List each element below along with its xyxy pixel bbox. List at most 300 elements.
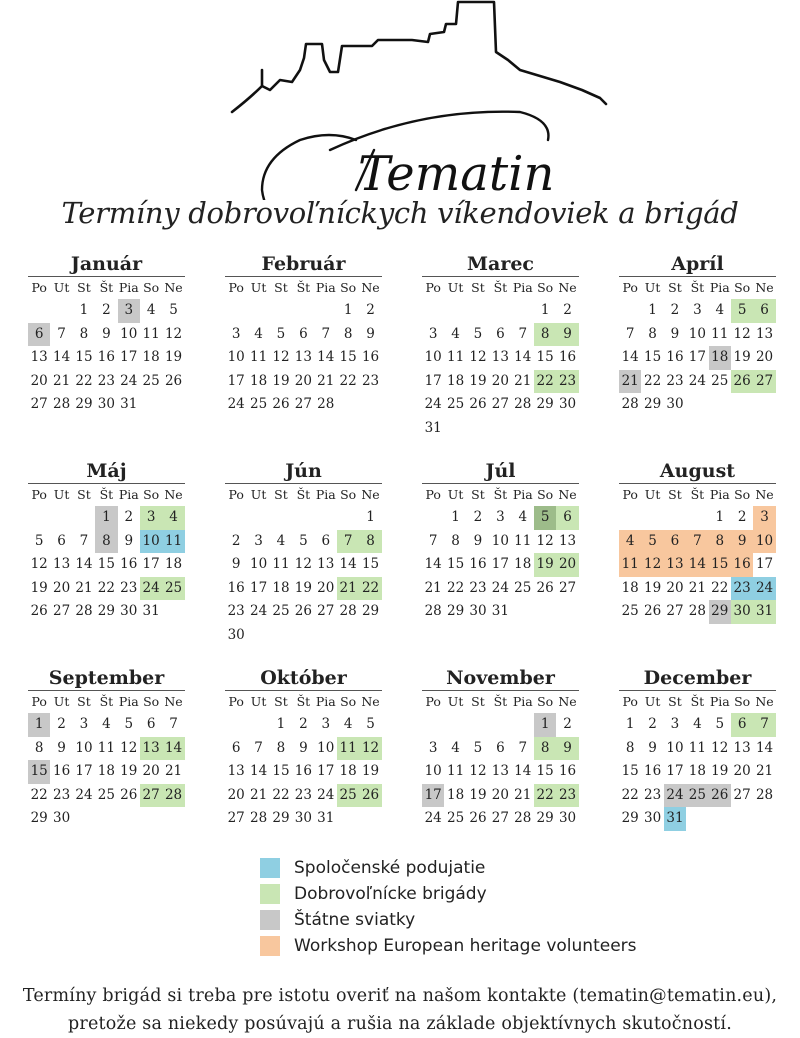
day-cell: 14 xyxy=(514,349,532,365)
day-cell: 5 xyxy=(473,739,483,756)
day-cell: 7 xyxy=(321,325,331,342)
legend-label: Spoločenské podujatie xyxy=(294,858,486,878)
day-cell: 16 xyxy=(558,349,577,365)
empty-cell xyxy=(73,506,95,530)
day-cell: 13 xyxy=(664,553,686,577)
day-cell: 17 xyxy=(491,556,509,572)
day-cell: 5 xyxy=(641,530,663,554)
day-cell: 1 xyxy=(715,509,725,525)
weekday-header: Po xyxy=(228,487,244,502)
weekday-header: Ut xyxy=(644,694,661,709)
day-cell: 28 xyxy=(162,784,184,808)
day-cell: 5 xyxy=(715,716,725,732)
empty-cell xyxy=(50,299,72,323)
empty-cell xyxy=(315,299,337,323)
day-cell: 23 xyxy=(666,372,684,389)
day-cell: 6 xyxy=(556,506,578,530)
day-cell: 2 xyxy=(299,716,308,732)
day-cell: 6 xyxy=(496,739,505,756)
day-cell: 16 xyxy=(52,763,71,779)
day-cell: 14 xyxy=(621,349,639,365)
weekday-header: Ne xyxy=(361,280,380,295)
day-cell: 13 xyxy=(491,349,509,365)
weekday-header: Ut xyxy=(447,694,464,709)
day-cell: 7 xyxy=(169,716,178,732)
empty-cell xyxy=(225,713,247,737)
day-cell: 21 xyxy=(514,786,532,803)
day-cell: 20 xyxy=(52,579,71,596)
day-cell: 21 xyxy=(688,579,706,596)
day-cell: 12 xyxy=(641,553,663,577)
day-cell: 22 xyxy=(97,579,115,596)
day-cell: 11 xyxy=(249,349,268,365)
empty-cell xyxy=(225,299,247,323)
day-cell: 22 xyxy=(272,786,290,803)
day-cell: 27 xyxy=(30,396,48,412)
day-cell: 18 xyxy=(446,786,465,803)
weekday-header: Po xyxy=(31,487,47,502)
day-cell: 8 xyxy=(276,739,286,756)
day-cell: 1 xyxy=(648,302,657,318)
day-cell: 17 xyxy=(688,349,706,365)
day-cell: 27 xyxy=(317,603,335,619)
day-cell: 3 xyxy=(428,739,438,756)
weekday-header: Pia xyxy=(315,280,336,295)
day-cell: 18 xyxy=(249,372,268,389)
weekday-header: Ne xyxy=(558,280,577,295)
day-cell: 24 xyxy=(424,396,442,412)
weekday-header: Pia xyxy=(315,487,336,502)
day-cell: 25 xyxy=(249,396,268,412)
day-cell: 9 xyxy=(648,739,657,756)
day-cell: 7 xyxy=(337,530,359,554)
legend-label: Dobrovoľnícke brigády xyxy=(294,884,487,904)
weekday-header: Št xyxy=(690,487,705,502)
day-cell: 12 xyxy=(120,739,138,756)
day-cell: 10 xyxy=(753,530,775,554)
day-cell: 1 xyxy=(79,302,89,318)
day-cell: 16 xyxy=(731,553,753,577)
empty-cell xyxy=(686,506,708,530)
day-cell: 6 xyxy=(496,325,505,342)
month-title: Marec xyxy=(466,253,534,275)
day-cell: 10 xyxy=(75,739,93,756)
day-cell: 22 xyxy=(534,370,556,394)
day-cell: 2 xyxy=(366,302,375,318)
day-cell: 24 xyxy=(491,579,509,596)
month-0 xyxy=(28,252,185,417)
legend-swatch xyxy=(260,884,280,904)
day-cell: 27 xyxy=(140,784,162,808)
day-cell: 29 xyxy=(75,396,93,412)
day-cell: 7 xyxy=(518,739,528,756)
day-cell: 4 xyxy=(343,716,353,732)
day-cell: 20 xyxy=(227,786,245,803)
empty-cell xyxy=(422,713,444,737)
weekday-header: Pia xyxy=(709,280,730,295)
day-cell: 19 xyxy=(469,372,487,389)
weekday-header: So xyxy=(143,694,160,709)
month-grid xyxy=(28,277,185,417)
day-cell: 19 xyxy=(733,349,751,365)
day-cell: 11 xyxy=(446,763,465,779)
weekday-header: Po xyxy=(622,487,638,502)
day-cell: 25 xyxy=(97,786,115,803)
month-grid xyxy=(422,277,579,440)
day-cell: 24 xyxy=(753,577,775,601)
day-cell: 3 xyxy=(140,506,162,530)
day-cell: 9 xyxy=(473,532,483,549)
weekday-header: Ut xyxy=(644,487,661,502)
day-cell: 14 xyxy=(162,737,184,761)
day-cell: 25 xyxy=(162,577,184,601)
weekday-header: Ut xyxy=(447,280,464,295)
weekday-header: St xyxy=(77,694,91,709)
day-cell: 3 xyxy=(254,532,263,549)
day-cell: 9 xyxy=(670,325,680,342)
day-cell: 22 xyxy=(621,786,639,803)
day-cell: 6 xyxy=(321,532,331,549)
empty-cell xyxy=(444,713,466,737)
day-cell: 18 xyxy=(446,372,465,389)
weekday-header: St xyxy=(471,487,485,502)
day-cell: 9 xyxy=(556,323,578,347)
day-cell: 4 xyxy=(715,302,725,318)
day-cell: 3 xyxy=(428,325,438,342)
legend xyxy=(260,855,637,959)
empty-cell xyxy=(292,506,314,530)
day-cell: 1 xyxy=(95,506,117,530)
day-cell: 13 xyxy=(558,532,577,549)
legend-swatch xyxy=(260,936,280,956)
day-cell: 12 xyxy=(469,763,487,779)
day-cell: 5 xyxy=(169,302,178,318)
weekday-header: So xyxy=(734,280,751,295)
day-cell: 6 xyxy=(664,530,686,554)
day-cell: 17 xyxy=(142,556,160,572)
day-cell: 15 xyxy=(536,763,554,779)
day-cell: 27 xyxy=(733,786,751,803)
day-cell: 15 xyxy=(339,349,357,365)
day-cell: 12 xyxy=(164,325,183,342)
day-cell: 9 xyxy=(124,532,134,549)
empty-cell xyxy=(512,299,534,323)
month-grid xyxy=(225,277,382,417)
day-cell: 14 xyxy=(686,553,708,577)
day-cell: 19 xyxy=(711,763,729,779)
day-cell: 8 xyxy=(625,739,635,756)
weekday-header: Pia xyxy=(118,280,139,295)
day-cell: 12 xyxy=(294,556,312,572)
day-cell: 10 xyxy=(666,739,684,756)
day-cell: 10 xyxy=(688,325,706,342)
day-cell: 5 xyxy=(34,532,44,549)
weekday-header: Pia xyxy=(512,280,533,295)
day-cell: 8 xyxy=(34,739,44,756)
weekday-header: Ne xyxy=(361,487,380,502)
weekday-header: Pia xyxy=(512,694,533,709)
day-cell: 8 xyxy=(451,532,460,549)
day-cell: 19 xyxy=(361,763,380,779)
day-cell: 1 xyxy=(625,716,635,732)
day-cell: 11 xyxy=(688,739,706,756)
castle-outline-icon xyxy=(232,2,606,112)
day-cell: 11 xyxy=(711,325,729,342)
day-cell: 29 xyxy=(446,603,465,619)
day-cell: 24 xyxy=(140,577,162,601)
day-cell: 29 xyxy=(30,810,48,826)
day-cell: 30 xyxy=(294,810,312,826)
day-cell: 6 xyxy=(731,713,753,737)
month-title: Jún xyxy=(285,460,322,482)
day-cell: 13 xyxy=(30,349,48,365)
day-cell: 27 xyxy=(558,579,577,596)
weekday-header: So xyxy=(143,487,160,502)
day-cell: 20 xyxy=(556,553,578,577)
month-11 xyxy=(619,666,776,831)
day-cell: 21 xyxy=(619,370,641,394)
weekday-header: Pia xyxy=(118,694,139,709)
day-cell: 26 xyxy=(359,784,381,808)
day-cell: 10 xyxy=(317,739,335,756)
day-cell: 12 xyxy=(359,737,381,761)
day-cell: 19 xyxy=(120,763,138,779)
month-9 xyxy=(225,666,382,831)
empty-cell xyxy=(422,506,444,530)
day-cell: 16 xyxy=(294,763,312,779)
day-cell: 23 xyxy=(294,786,312,803)
day-cell: 22 xyxy=(359,577,381,601)
weekday-header: Ne xyxy=(164,487,183,502)
weekday-header: So xyxy=(340,280,357,295)
day-cell: 8 xyxy=(648,325,657,342)
day-cell: 4 xyxy=(102,716,111,732)
month-10 xyxy=(422,666,579,831)
day-cell: 28 xyxy=(249,810,268,826)
day-cell: 23 xyxy=(97,372,115,389)
day-cell: 12 xyxy=(733,325,751,342)
day-cell: 20 xyxy=(491,372,509,389)
day-cell: 6 xyxy=(231,739,241,756)
day-cell: 22 xyxy=(446,579,465,596)
day-cell: 17 xyxy=(666,763,684,779)
day-cell: 15 xyxy=(446,556,465,572)
weekday-header: Pia xyxy=(118,487,139,502)
day-cell: 29 xyxy=(272,810,290,826)
day-cell: 15 xyxy=(536,349,554,365)
day-cell: 7 xyxy=(428,532,438,549)
weekday-header: Pia xyxy=(512,487,533,502)
day-cell: 25 xyxy=(142,372,160,389)
day-cell: 31 xyxy=(142,603,160,619)
day-cell: 7 xyxy=(57,325,66,342)
day-cell: 21 xyxy=(52,372,71,389)
day-cell: 16 xyxy=(666,349,684,365)
weekday-header: So xyxy=(537,280,554,295)
weekday-header: Ut xyxy=(250,280,267,295)
weekday-header: Ut xyxy=(644,280,661,295)
empty-cell xyxy=(225,506,247,530)
day-cell: 31 xyxy=(317,810,335,826)
day-cell: 22 xyxy=(75,372,93,389)
day-cell: 25 xyxy=(337,784,359,808)
weekday-header: Ne xyxy=(558,487,577,502)
weekday-header: Pia xyxy=(709,694,730,709)
day-cell: 3 xyxy=(670,716,680,732)
weekday-header: So xyxy=(537,694,554,709)
weekday-header: Po xyxy=(228,694,244,709)
day-cell: 19 xyxy=(272,372,290,389)
legend-item xyxy=(260,855,637,881)
weekday-header: Ne xyxy=(755,694,774,709)
day-cell: 6 xyxy=(753,299,775,323)
day-cell: 14 xyxy=(317,349,335,365)
day-cell: 9 xyxy=(231,556,241,572)
day-cell: 1 xyxy=(451,509,460,525)
weekday-header: Št xyxy=(296,694,311,709)
day-cell: 30 xyxy=(731,600,753,624)
day-cell: 25 xyxy=(711,372,729,389)
day-cell: 17 xyxy=(120,349,138,365)
weekday-header: Ut xyxy=(53,280,70,295)
day-cell: 28 xyxy=(514,810,532,826)
empty-cell xyxy=(619,506,641,530)
day-cell: 1 xyxy=(540,302,550,318)
day-cell: 16 xyxy=(469,556,487,572)
day-cell: 13 xyxy=(491,763,509,779)
weekday-header: So xyxy=(143,280,160,295)
day-cell: 25 xyxy=(446,396,465,412)
day-cell: 12 xyxy=(272,349,290,365)
day-cell: 5 xyxy=(366,716,375,732)
day-cell: 13 xyxy=(140,737,162,761)
month-title: Február xyxy=(261,253,346,275)
day-cell: 4 xyxy=(276,532,286,549)
day-cell: 30 xyxy=(666,396,684,412)
month-2 xyxy=(422,252,579,440)
empty-cell xyxy=(422,299,444,323)
month-4 xyxy=(28,459,185,624)
weekday-header: Ut xyxy=(250,487,267,502)
day-cell: 7 xyxy=(79,532,89,549)
day-cell: 16 xyxy=(361,349,380,365)
month-title: Máj xyxy=(86,460,127,482)
day-cell: 17 xyxy=(422,784,444,808)
day-cell: 16 xyxy=(643,763,662,779)
day-cell: 26 xyxy=(294,603,312,619)
month-title: Júl xyxy=(485,460,516,482)
weekday-header: So xyxy=(340,487,357,502)
day-cell: 8 xyxy=(534,323,556,347)
day-cell: 12 xyxy=(711,739,729,756)
weekday-header: St xyxy=(77,280,91,295)
weekday-header: So xyxy=(340,694,357,709)
day-cell: 21 xyxy=(249,786,268,803)
weekday-header: Po xyxy=(425,280,441,295)
day-cell: 25 xyxy=(272,603,290,619)
day-cell: 13 xyxy=(227,763,245,779)
day-cell: 16 xyxy=(558,763,577,779)
day-cell: 3 xyxy=(118,299,140,323)
day-cell: 20 xyxy=(733,763,751,779)
weekday-header: So xyxy=(734,694,751,709)
day-cell: 26 xyxy=(272,396,290,412)
weekday-header: St xyxy=(77,487,91,502)
day-cell: 2 xyxy=(231,532,241,549)
day-cell: 1 xyxy=(534,713,556,737)
legend-item xyxy=(260,933,637,959)
day-cell: 21 xyxy=(514,372,532,389)
month-grid xyxy=(225,691,382,831)
day-cell: 5 xyxy=(276,325,286,342)
weekday-header: Po xyxy=(425,694,441,709)
empty-cell xyxy=(641,506,663,530)
weekday-header: So xyxy=(734,487,751,502)
day-cell: 1 xyxy=(366,509,375,525)
day-cell: 23 xyxy=(52,786,71,803)
day-cell: 7 xyxy=(254,739,263,756)
month-title: September xyxy=(48,667,165,689)
day-cell: 24 xyxy=(664,784,686,808)
day-cell: 8 xyxy=(709,530,731,554)
day-cell: 18 xyxy=(97,763,115,779)
legend-item xyxy=(260,881,637,907)
day-cell: 14 xyxy=(75,556,93,572)
day-cell: 9 xyxy=(57,739,66,756)
day-cell: 17 xyxy=(317,763,335,779)
day-cell: 27 xyxy=(753,370,775,394)
weekday-header: St xyxy=(274,694,288,709)
weekday-header: Št xyxy=(296,280,311,295)
day-cell: 1 xyxy=(28,713,50,737)
weekday-header: St xyxy=(274,280,288,295)
day-cell: 10 xyxy=(140,530,162,554)
legend-item xyxy=(260,907,637,933)
weekday-header: St xyxy=(471,694,485,709)
month-grid xyxy=(422,484,579,624)
day-cell: 28 xyxy=(755,786,774,803)
day-cell: 13 xyxy=(755,325,774,342)
weekday-header: Po xyxy=(622,280,638,295)
day-cell: 26 xyxy=(731,370,753,394)
day-cell: 11 xyxy=(619,553,641,577)
day-cell: 21 xyxy=(337,577,359,601)
day-cell: 22 xyxy=(534,784,556,808)
day-cell: 8 xyxy=(359,530,381,554)
day-cell: 5 xyxy=(473,325,483,342)
day-cell: 11 xyxy=(97,739,115,756)
weekday-header: Ne xyxy=(755,280,774,295)
day-cell: 25 xyxy=(686,784,708,808)
weekday-header: Št xyxy=(99,280,114,295)
day-cell: 20 xyxy=(142,763,160,779)
weekday-header: Ut xyxy=(53,487,70,502)
day-cell: 16 xyxy=(120,556,138,572)
day-cell: 26 xyxy=(469,810,487,826)
day-cell: 14 xyxy=(339,556,357,572)
day-cell: 2 xyxy=(563,302,572,318)
empty-cell xyxy=(664,506,686,530)
day-cell: 25 xyxy=(514,579,532,596)
day-cell: 2 xyxy=(670,302,680,318)
weekday-header: St xyxy=(668,280,682,295)
day-cell: 11 xyxy=(142,325,160,342)
empty-cell xyxy=(292,299,314,323)
month-1 xyxy=(225,252,382,417)
day-cell: 14 xyxy=(424,556,442,572)
day-cell: 15 xyxy=(643,349,662,365)
weekday-header: Ne xyxy=(361,694,380,709)
